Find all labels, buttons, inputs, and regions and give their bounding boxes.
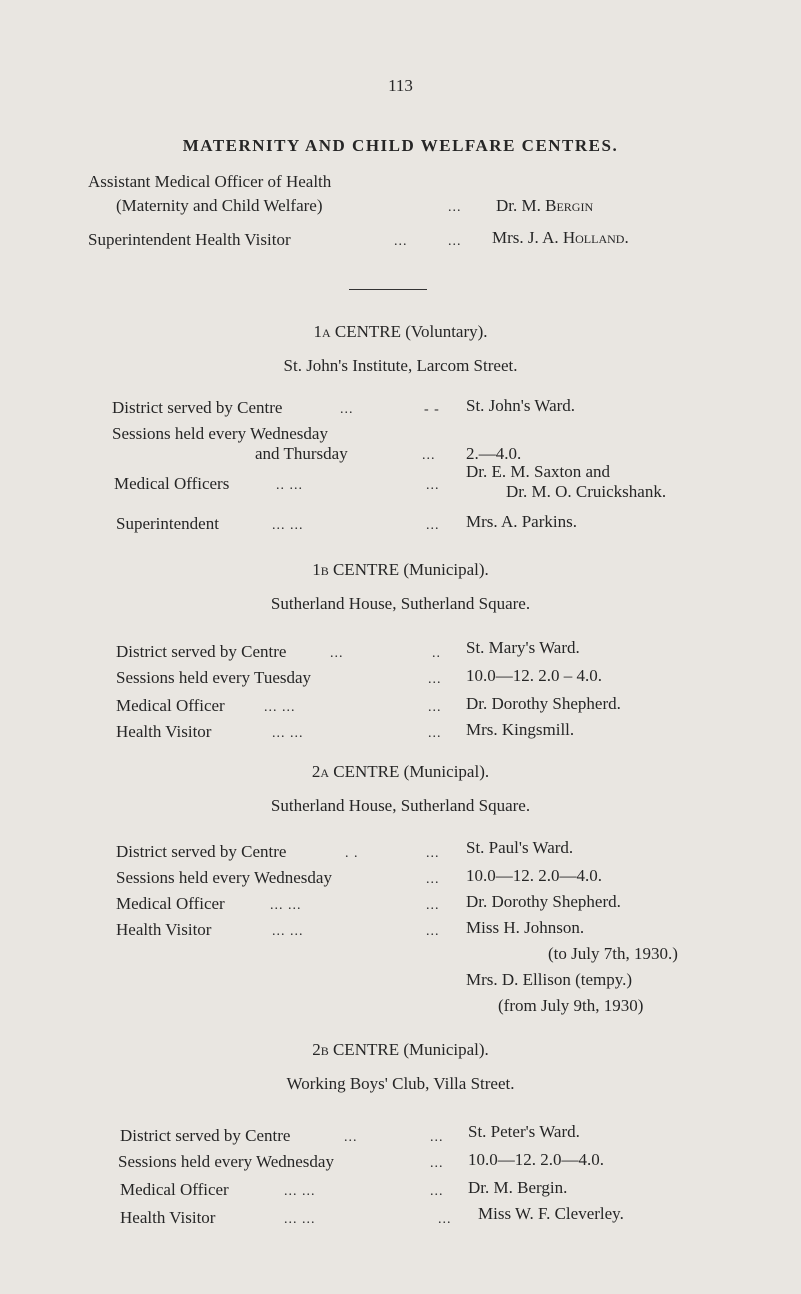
leader-dots: ... ... — [284, 1212, 316, 1227]
leader-dots: ... — [340, 402, 354, 417]
row-value: Mrs. D. Ellison (tempy.) — [466, 970, 633, 989]
row-label: Sessions held every Wednesday — [118, 1152, 334, 1171]
leader-dots: ... — [438, 1212, 452, 1227]
leader-dots: ... — [426, 846, 440, 861]
staff-label: Assistant Medical Officer of Health — [88, 172, 332, 191]
leader-dots: ... ... — [284, 1184, 316, 1199]
centre-location: St. John's Institute, Larcom Street. — [283, 356, 518, 375]
row-label: Sessions held every Tuesday — [116, 668, 312, 687]
leader-dots: ... — [426, 924, 440, 939]
leader-dots: . . — [345, 846, 359, 861]
leader-dots: ... — [428, 672, 442, 687]
centre-location: Working Boys' Club, Villa Street. — [286, 1074, 515, 1093]
leader-dots: ... ... — [270, 898, 302, 913]
row-value: 10.0—12. 2.0—4.0. — [466, 866, 602, 885]
row-value: Miss W. F. Cleverley. — [478, 1204, 624, 1223]
row-label: District served by Centre — [116, 642, 287, 661]
row-label: Medical Officer — [120, 1180, 229, 1199]
row-label: District served by Centre — [112, 398, 283, 417]
leader-dots: ... — [426, 518, 440, 533]
leader-dots: ... — [428, 726, 442, 741]
row-value: Mrs. A. Parkins. — [466, 512, 577, 531]
leader-dots: ... ... — [272, 518, 304, 533]
staff-label: (Maternity and Child Welfare) — [116, 196, 323, 215]
leader-dots: ... — [448, 234, 462, 249]
row-value: Mrs. Kingsmill. — [466, 720, 575, 739]
row-value: Dr. Dorothy Shepherd. — [466, 694, 621, 713]
row-label: Health Visitor — [116, 722, 212, 741]
centre-heading: 2a CENTRE (Municipal). — [311, 762, 490, 781]
row-value: Dr. E. M. Saxton and — [466, 462, 611, 481]
row-value: Miss H. Johnson. — [466, 918, 585, 937]
leader-dots: ... ... — [264, 700, 296, 715]
row-label: District served by Centre — [116, 842, 287, 861]
leader-dots: .. — [432, 646, 441, 661]
leader-dots: ... — [344, 1130, 358, 1145]
leader-dots: ... — [426, 872, 440, 887]
leader-dots: ... — [448, 200, 462, 215]
row-value: St. Mary's Ward. — [466, 638, 580, 657]
row-label: Medical Officer — [116, 894, 225, 913]
row-label: Superintendent — [116, 514, 219, 533]
row-value: 10.0—12. 2.0 – 4.0. — [466, 666, 602, 685]
row-value: (to July 7th, 1930.) — [548, 944, 678, 963]
row-value: St. Paul's Ward. — [466, 838, 574, 857]
leader-dots: ... — [422, 448, 436, 463]
staff-value: Mrs. J. A. Holland. — [492, 228, 629, 247]
leader-dots: ... ... — [272, 726, 304, 741]
leader-dots: ... — [428, 700, 442, 715]
leader-dots: ... ... — [272, 924, 304, 939]
row-value: St. Peter's Ward. — [468, 1122, 580, 1141]
page-title: MATERNITY AND CHILD WELFARE CENTRES. — [182, 136, 619, 155]
row-label: Medical Officers — [114, 474, 230, 493]
leader-dots: ... — [394, 234, 408, 249]
row-value: St. John's Ward. — [466, 396, 576, 415]
staff-label: Superintendent Health Visitor — [88, 230, 291, 249]
row-label: Sessions held every Wednesday — [112, 424, 328, 443]
row-value: 2.—4.0. — [466, 444, 522, 463]
leader-dots: ... — [426, 898, 440, 913]
page-number: 113 — [388, 76, 413, 95]
leader-dots: ... — [430, 1130, 444, 1145]
centre-heading: 1a CENTRE (Voluntary). — [313, 322, 488, 341]
row-label: Health Visitor — [120, 1208, 216, 1227]
leader-dots: .. ... — [276, 478, 303, 493]
centre-location: Sutherland House, Sutherland Square. — [270, 796, 531, 815]
centre-heading: 2b CENTRE (Municipal). — [312, 1040, 489, 1059]
row-label: District served by Centre — [120, 1126, 291, 1145]
row-value: Dr. M. Bergin. — [468, 1178, 568, 1197]
row-value: Dr. Dorothy Shepherd. — [466, 892, 621, 911]
row-value: (from July 9th, 1930) — [498, 996, 644, 1015]
staff-value: Dr. M. Bergin — [496, 196, 594, 215]
row-label: and Thursday — [255, 444, 348, 463]
row-label: Medical Officer — [116, 696, 225, 715]
leader-dots: ... — [330, 646, 344, 661]
leader-dots: - - — [424, 402, 440, 417]
row-label: Sessions held every Wednesday — [116, 868, 332, 887]
leader-dots: ... — [426, 478, 440, 493]
row-label: Health Visitor — [116, 920, 212, 939]
row-value: Dr. M. O. Cruickshank. — [506, 482, 667, 501]
centre-heading: 1b CENTRE (Municipal). — [312, 560, 489, 579]
divider-rule — [349, 289, 427, 290]
centre-location: Sutherland House, Sutherland Square. — [270, 594, 531, 613]
leader-dots: ... — [430, 1184, 444, 1199]
row-value: 10.0—12. 2.0—4.0. — [468, 1150, 604, 1169]
leader-dots: ... — [430, 1156, 444, 1171]
